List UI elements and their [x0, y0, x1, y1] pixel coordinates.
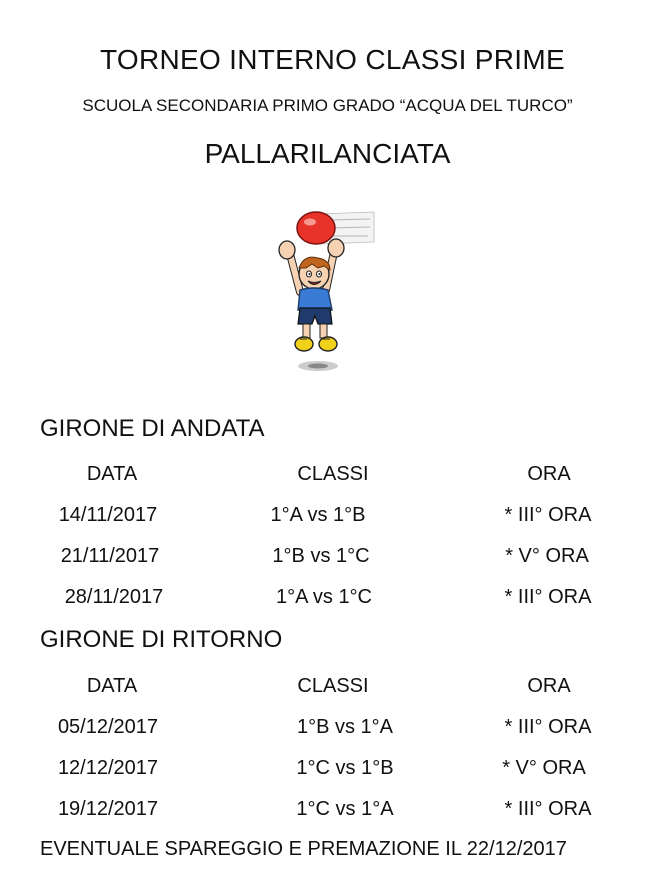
- andata-row-1-match: 1°A vs 1°B: [270, 504, 366, 526]
- ritorno-row-3-match: 1°C vs 1°A: [296, 798, 394, 820]
- ritorno-row-3-time: * III° ORA: [504, 798, 592, 820]
- ritorno-row-3-date: 19/12/2017: [57, 798, 159, 820]
- andata-row-1-date: 14/11/2017: [58, 504, 158, 526]
- ritorno-heading: GIRONE DI RITORNO: [40, 626, 283, 653]
- sport-name: PALLARILANCIATA: [204, 138, 451, 169]
- andata-col-classi: CLASSI: [297, 463, 369, 485]
- andata-row-3-time: * III° ORA: [504, 586, 592, 608]
- andata-heading: GIRONE DI ANDATA: [40, 415, 265, 442]
- ritorno-col-data: DATA: [86, 675, 138, 697]
- ritorno-row-2-match: 1°C vs 1°B: [296, 757, 394, 779]
- boy-catching-ball-illustration: [270, 206, 380, 378]
- andata-col-data: DATA: [86, 463, 138, 485]
- ritorno-row-1-date: 05/12/2017: [57, 716, 159, 738]
- andata-row-2-date: 21/11/2017: [60, 545, 160, 567]
- ritorno-row-2-date: 12/12/2017: [57, 757, 159, 779]
- tournament-title: TORNEO INTERNO CLASSI PRIME: [100, 44, 565, 75]
- andata-row-1-time: * III° ORA: [504, 504, 592, 526]
- ritorno-row-2-time: * V° ORA: [502, 757, 586, 779]
- andata-row-3-match: 1°A vs 1°C: [275, 586, 373, 608]
- ritorno-row-1-time: * III° ORA: [504, 716, 592, 738]
- andata-col-ora: ORA: [527, 463, 571, 485]
- ritorno-row-1-match: 1°B vs 1°A: [296, 716, 394, 738]
- andata-row-2-time: * V° ORA: [505, 545, 589, 567]
- ritorno-col-classi: CLASSI: [297, 675, 369, 697]
- ritorno-col-ora: ORA: [527, 675, 571, 697]
- school-name: SCUOLA SECONDARIA PRIMO GRADO “ACQUA DEL TURCO”: [82, 96, 573, 115]
- footer-note: EVENTUALE SPAREGGIO E PREMAZIONE IL 22/12/2017: [40, 838, 567, 860]
- andata-row-3-date: 28/11/2017: [64, 586, 164, 608]
- andata-row-2-match: 1°B vs 1°C: [272, 545, 370, 567]
